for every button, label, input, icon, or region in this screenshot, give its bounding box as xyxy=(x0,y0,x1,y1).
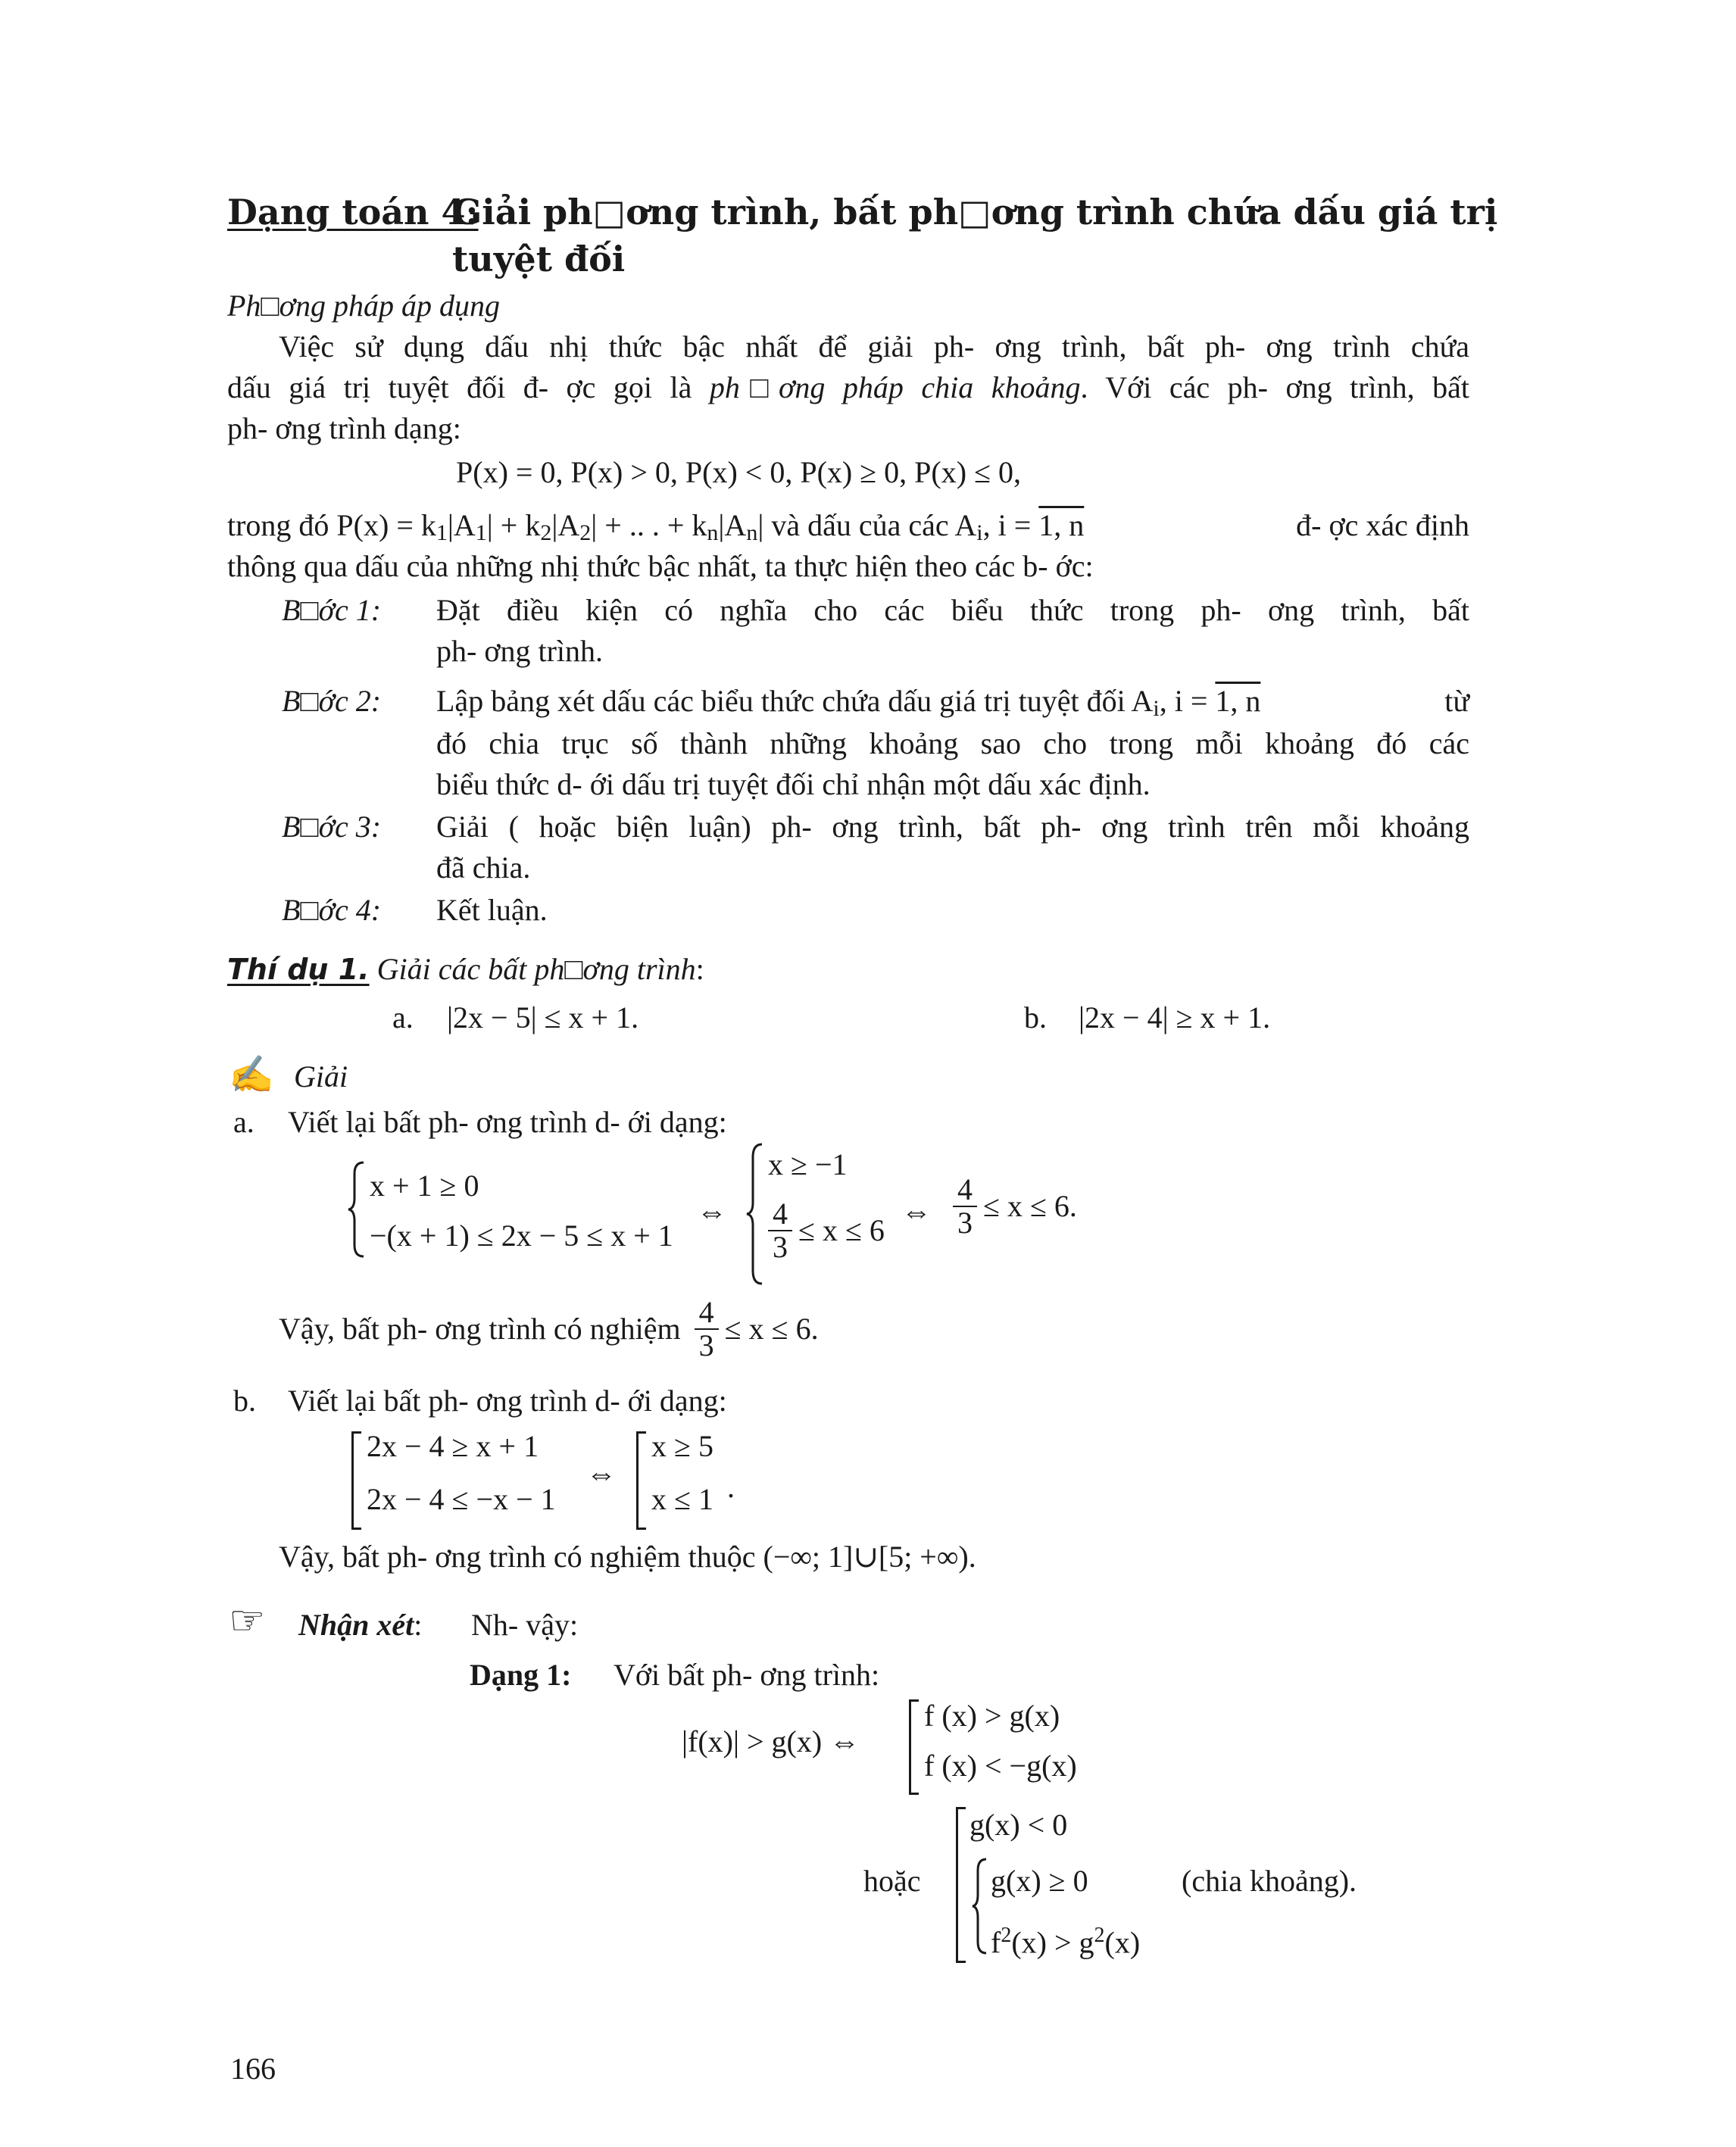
text: |A xyxy=(718,508,747,542)
problem-a-label: a. xyxy=(392,1000,414,1034)
system-brace-3 xyxy=(971,1857,988,1955)
dang1-label: Dạng 1: xyxy=(470,1658,572,1692)
sys2-line-2-tail: ≤ x ≤ 6 xyxy=(798,1213,885,1247)
problem-a-expr: |2x − 5| ≤ x + 1. xyxy=(447,1000,639,1034)
numerator: 4 xyxy=(768,1198,792,1231)
problem-b-expr: |2x − 4| ≥ x + 1. xyxy=(1079,1000,1271,1034)
or-bracket-2 xyxy=(956,1807,966,1963)
intro-line-2 xyxy=(227,368,1469,407)
equiv-1: ⇔ xyxy=(697,1194,727,1228)
sys2-line-1: x ≥ −1 xyxy=(768,1147,848,1181)
subscript: 2 xyxy=(540,520,552,545)
dang1-text: Với bất ph- ơng trình: xyxy=(614,1658,880,1692)
step-3-line-2: đã chia. xyxy=(436,850,531,885)
step-2-line-1-right: từ xyxy=(1444,684,1469,718)
page-number: 166 xyxy=(230,2052,276,2086)
numerator: 4 xyxy=(953,1174,977,1207)
intro-line-2a: dấu giá trị tuyệt đối đ- ợc gọi là xyxy=(227,370,710,404)
part-a-intro: Viết lại bất ph- ơng trình d- ới dạng: xyxy=(288,1105,727,1139)
result-tail: ≤ x ≤ 6. xyxy=(983,1189,1077,1223)
intro-line-5-right: đ- ợc xác định xyxy=(1296,508,1469,542)
subscript: i xyxy=(1153,696,1160,721)
case-2: f (x) < −g(x) xyxy=(924,1749,1077,1783)
alt-3 xyxy=(991,1916,1140,1962)
sys1-line-2: −(x + 1) ≤ 2x − 5 ≤ x + 1 xyxy=(370,1219,673,1253)
step-1-label: B□ớc 1: xyxy=(282,593,382,627)
chia-khoang-note: (chia khoảng). xyxy=(1182,1864,1357,1898)
section-label-text: Dạng toán 4: xyxy=(227,192,479,232)
conclusion-tail: ≤ x ≤ 6. xyxy=(724,1312,819,1346)
text: f xyxy=(991,1925,1001,1960)
set2-line-1: x ≥ 5 xyxy=(651,1429,713,1463)
text: | + k xyxy=(486,508,541,542)
part-b-label: b. xyxy=(233,1384,256,1418)
remark-text: Nh- vậy: xyxy=(471,1608,579,1642)
forms-line: P(x) = 0, P(x) > 0, P(x) < 0, P(x) ≥ 0, P(x) ≤ 0, xyxy=(456,455,1022,489)
denominator: 3 xyxy=(698,1328,714,1362)
intro-line-5-left xyxy=(227,506,1084,553)
set-dot: . xyxy=(727,1470,735,1504)
part-a-result xyxy=(947,1174,1077,1239)
step-2-line-1-left xyxy=(436,682,1260,729)
set1-line-1: 2x − 4 ≥ x + 1 xyxy=(367,1429,539,1463)
step-4-label: B□ớc 4: xyxy=(282,893,382,927)
intro-line-5 xyxy=(227,506,1469,553)
part-a-label: a. xyxy=(233,1105,254,1139)
solution-heading: Giải xyxy=(294,1059,348,1094)
text: Lập bảng xét dấu các biểu thức chứa dấu giá trị tuyệt đối A xyxy=(436,684,1154,718)
subscript: 2 xyxy=(579,520,592,545)
subscript: 1 xyxy=(475,520,487,545)
step-2-line-3: biểu thức d- ới dấu trị tuyệt đối chỉ nhận một dấu xác định. xyxy=(436,767,1151,801)
method-heading: Ph□ơng pháp áp dụng xyxy=(227,289,500,323)
alt-1: g(x) < 0 xyxy=(969,1808,1068,1842)
remark-colon: : xyxy=(414,1608,423,1642)
denominator: 3 xyxy=(773,1230,788,1264)
section-title-line1: Giải ph□ơng trình, bất ph□ơng trình chứa dấu giá trị xyxy=(452,192,1498,232)
section-title-line2: tuyệt đối xyxy=(452,239,626,279)
equiv-2: ⇔ xyxy=(901,1194,932,1228)
step-3-label: B□ớc 3: xyxy=(282,810,382,844)
step-3-line-1: Giải ( hoặc biện luận) ph- ơng trình, bất ph- ơng trình trên mỗi khoảng xyxy=(436,810,1469,844)
example-label: Thí dụ 1. xyxy=(227,953,370,986)
example-task: Giải các bất ph□ơng trình xyxy=(376,952,696,986)
text: (x) > g xyxy=(1011,1925,1094,1960)
part-b-intro: Viết lại bất ph- ơng trình d- ới dạng: xyxy=(288,1384,727,1418)
intro-line-1: Việc sử dụng dấu nhị thức bậc nhất để giải ph- ơng trình, bất ph- ơng trình chứa xyxy=(279,329,1469,364)
denominator: 3 xyxy=(957,1206,973,1240)
text: , i = xyxy=(982,508,1039,542)
index-range: 1, n xyxy=(1038,508,1085,542)
sys1-line-1: x + 1 ≥ 0 xyxy=(370,1169,479,1203)
section-label xyxy=(227,189,479,235)
sys2-line-2 xyxy=(762,1198,885,1263)
subscript: i xyxy=(976,520,983,545)
intro-line-6: thông qua dấu của những nhị thức bậc nhất, ta thực hiện theo các b- ớc: xyxy=(227,549,1094,583)
remark-label: Nhận xét xyxy=(298,1608,414,1642)
or-bracket-1 xyxy=(909,1699,919,1795)
step-2-line-1 xyxy=(436,682,1469,729)
intro-line-3: ph- ơng trình dạng: xyxy=(227,411,461,445)
step-2-line-2: đó chia trục số thành những khoảng sao cho trong mỗi khoảng đó các xyxy=(436,726,1469,760)
subscript: 1 xyxy=(436,520,448,545)
equiv-3: ⇔ xyxy=(586,1456,617,1490)
superscript: 2 xyxy=(1001,1924,1012,1947)
text: | + .. . + k xyxy=(591,508,707,542)
dang1-lhs: |f(x)| > g(x) ⇔ xyxy=(682,1724,860,1758)
subscript: n xyxy=(707,520,719,545)
set1-line-2: 2x − 4 ≤ −x − 1 xyxy=(367,1482,556,1516)
text: , i = xyxy=(1159,684,1216,718)
example-heading xyxy=(227,950,704,989)
conclusion-text: Vậy, bất ph- ơng trình có nghiệm xyxy=(279,1312,681,1346)
method-name: ph□ơng pháp chia khoảng xyxy=(709,370,1081,404)
step-1-line-1: Đặt điều kiện có nghĩa cho các biểu thức trong ph- ơng trình, bất xyxy=(436,593,1469,627)
step-2-label: B□ớc 2: xyxy=(282,684,382,718)
text: (x) xyxy=(1104,1925,1141,1960)
step-1-line-2: ph- ơng trình. xyxy=(436,634,604,668)
example-colon: : xyxy=(695,952,704,986)
pen-icon: ✍ xyxy=(229,1055,274,1095)
text: |A xyxy=(551,508,580,542)
remark-heading xyxy=(298,1606,422,1645)
part-b-conclusion: Vậy, bất ph- ơng trình có nghiệm thuộc (−∞; 1]∪[5; +∞). xyxy=(279,1540,976,1574)
problem-b-label: b. xyxy=(1024,1000,1047,1034)
fraction xyxy=(768,1198,792,1263)
text: |A xyxy=(447,508,476,542)
alt-2: g(x) ≥ 0 xyxy=(991,1864,1088,1898)
part-a-conclusion xyxy=(279,1297,819,1362)
set-bracket-2 xyxy=(636,1431,646,1530)
index-range: 1, n xyxy=(1215,684,1261,718)
text: | và dấu của các A xyxy=(757,508,977,542)
pointing-hand-icon: ☞ xyxy=(229,1598,266,1643)
case-1: f (x) > g(x) xyxy=(924,1699,1060,1733)
step-4-line-1: Kết luận. xyxy=(436,893,548,927)
fraction xyxy=(695,1297,719,1362)
subscript: n xyxy=(746,520,758,545)
or-word: hoặc xyxy=(863,1864,921,1898)
text: trong đó P(x) = k xyxy=(227,508,436,542)
numerator: 4 xyxy=(695,1297,719,1330)
set2-line-2: x ≤ 1 xyxy=(651,1482,713,1516)
intro-line-2c: . Với các ph- ơng trình, bất xyxy=(1080,370,1470,404)
set-bracket-1 xyxy=(351,1431,361,1530)
fraction xyxy=(953,1174,977,1239)
superscript: 2 xyxy=(1094,1924,1105,1947)
system-brace-1 xyxy=(347,1160,367,1259)
